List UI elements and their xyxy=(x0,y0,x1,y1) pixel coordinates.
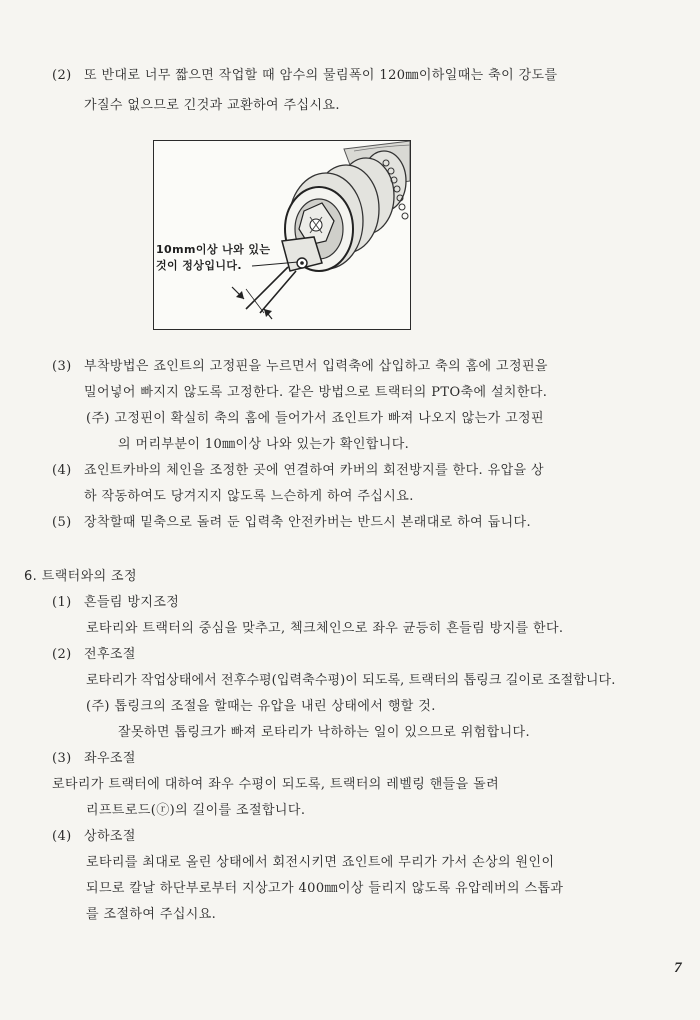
subsection-1-body: 로타리와 트랙터의 중심을 맞추고, 첵크체인으로 좌우 균등히 흔들림 방지를 한다. xyxy=(86,621,564,636)
section-6-title: 6. 트랙터와의 조정 xyxy=(24,569,137,584)
subsection-4-heading: (4) 상하조절 xyxy=(52,829,136,844)
joint-figure xyxy=(153,140,411,330)
item-3-line2: 밀어넣어 빠지지 않도록 고정한다. 같은 방법으로 트랙터의 PTO축에 설치한다. xyxy=(84,385,548,400)
subsection-2-note1: (주) 톱링크의 조절을 할때는 유압을 내린 상태에서 행할 것. xyxy=(86,699,436,714)
subsection-2-note2: 잘못하면 톱링크가 빠져 로타리가 낙하하는 일이 있으므로 위험합니다. xyxy=(118,725,531,740)
item-4-line2: 하 작동하여도 당겨지지 않도록 느슨하게 하여 주십시요. xyxy=(84,489,414,504)
subsection-4-body2: 되므로 칼날 하단부로부터 지상고가 400㎜이상 들리지 않도록 유압레버의 스톱과 xyxy=(86,881,564,896)
subsection-3-heading: (3) 좌우조절 xyxy=(52,751,136,766)
note-line1: (주) 고정핀이 확실히 축의 홈에 들어가서 죠인트가 빠져 나오지 않는가 고정핀 xyxy=(86,411,544,426)
item-5-number: (5) xyxy=(52,515,72,530)
figure-callout: 10mm이상 나와 있는 것이 정상입니다. xyxy=(156,243,271,272)
note-line2: 의 머리부분이 10㎜이상 나와 있는가 확인합니다. xyxy=(118,437,410,452)
page-number: 7 xyxy=(674,960,682,976)
item-4-line1: (4) 죠인트카바의 체인을 조정한 곳에 연결하여 카버의 회전방지를 한다. 유압을 상 xyxy=(52,463,544,478)
item-2-line2: 가질수 없으므로 긴것과 교환하여 주십시요. xyxy=(84,98,340,113)
subsection-4-body1: 로타리를 최대로 올린 상태에서 회전시키면 죠인트에 무리가 가서 손상의 원인이 xyxy=(86,855,555,870)
item-2-line1: (2) 또 반대로 너무 짧으면 작업할 때 암수의 물림폭이 120㎜이하일때는 축이 강도를 xyxy=(52,68,558,83)
subsection-2-heading: (2) 전후조절 xyxy=(52,647,136,662)
subsection-3-body2: 리프트로드(ⓡ)의 길이를 조절합니다. xyxy=(86,803,306,818)
item-2-number: (2) xyxy=(52,68,72,83)
item-4-number: (4) xyxy=(52,463,72,478)
item-5-line1: (5) 장착할때 밑축으로 돌려 둔 입력축 안전카버는 반드시 본래대로 하여 둡니다. xyxy=(52,515,532,530)
subsection-4-body3: 를 조절하여 주십시요. xyxy=(86,907,217,922)
pto-joint-illustration xyxy=(154,141,411,330)
subsection-3-body1: 로타리가 트랙터에 대하여 좌우 수평이 되도록, 트랙터의 레벨링 핸들을 돌려 xyxy=(52,777,500,792)
subsection-1-heading: (1) 흔들림 방지조정 xyxy=(52,595,180,610)
item-3-line1: (3) 부착방법은 죠인트의 고정핀을 누르면서 입력축에 삽입하고 축의 홈에 고정핀을 xyxy=(52,359,548,374)
subsection-2-body: 로타리가 작업상태에서 전후수평(입력축수평)이 되도록, 트랙터의 톱링크 길이로 조절합니다. xyxy=(86,673,616,688)
item-3-number: (3) xyxy=(52,359,72,374)
